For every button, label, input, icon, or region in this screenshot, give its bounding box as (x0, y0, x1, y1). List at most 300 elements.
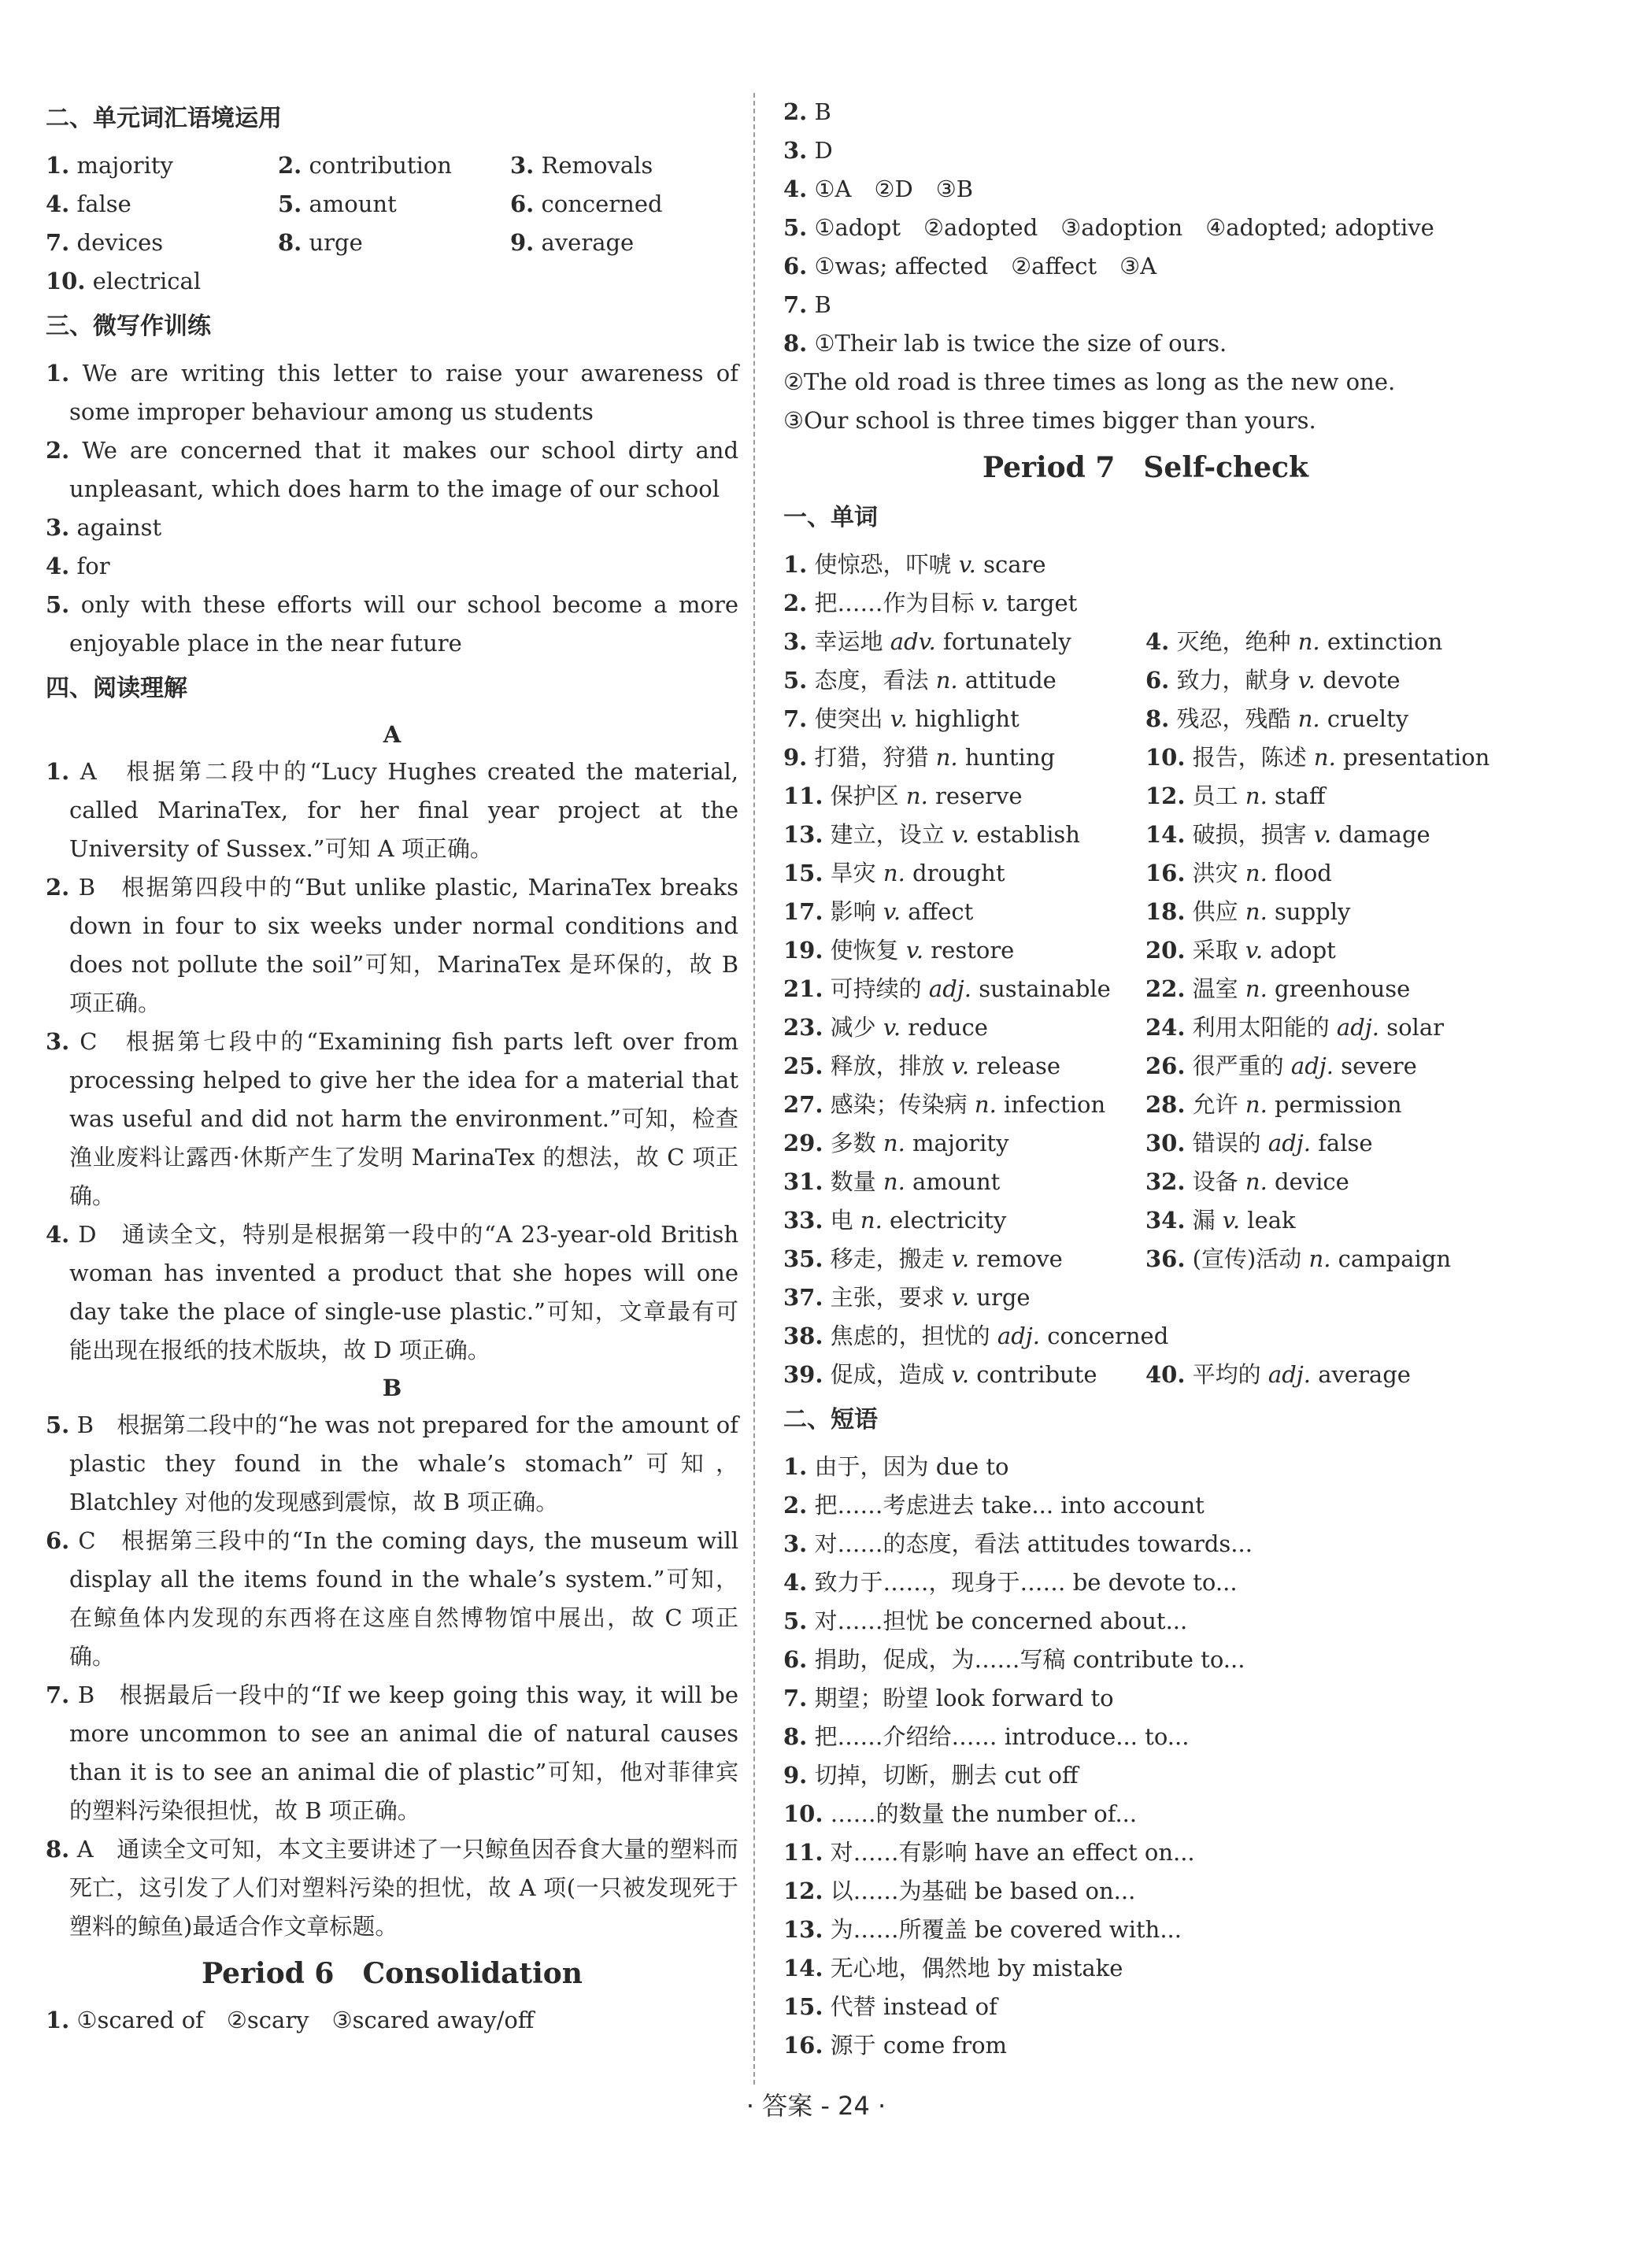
item-number: 1. (46, 758, 70, 785)
word-item (1145, 1047, 1508, 1086)
phrase-english: be concerned about... (935, 1608, 1188, 1634)
word-english: infection (1004, 1091, 1106, 1118)
item-number: 12. (783, 1878, 823, 1904)
vocab-answer (46, 146, 278, 185)
word-pos: n. (1313, 744, 1336, 771)
word-pos: n. (1308, 1245, 1331, 1272)
word-chinese: 态度，看法 (814, 667, 929, 694)
word-chinese: 报告，陈述 (1192, 744, 1307, 771)
item-number: 15. (783, 1993, 823, 2020)
item-number: 5. (783, 1608, 808, 1634)
phrase-chinese: 以……为基础 (830, 1878, 968, 1904)
word-english: sustainable (979, 975, 1111, 1002)
word-pos: n. (974, 1091, 997, 1118)
vocab-answer (46, 224, 278, 262)
answer-item (46, 868, 738, 1023)
answer-item (46, 1406, 738, 1522)
word-english: restore (931, 937, 1015, 964)
item-number: 16. (1145, 860, 1186, 886)
item-number: 8. (278, 229, 302, 256)
word-chinese: 温室 (1192, 975, 1238, 1002)
item-text: B (814, 98, 831, 125)
item-text: average (541, 229, 635, 256)
word-item (783, 1163, 1145, 1201)
word-chinese: 很严重的 (1192, 1053, 1284, 1079)
word-item (1145, 700, 1508, 738)
word-chinese: 平均的 (1192, 1361, 1261, 1388)
vocab-answer (510, 185, 738, 224)
item-text: C 根据第三段中的“In the coming days, the museum will display all the items found in the whale’s system.”可知，在鲸鱼体内发现的东西将在这座自然博物馆中展出，故 C 项正确。 (69, 1527, 738, 1670)
word-item (783, 1086, 1145, 1124)
word-chinese: 洪灾 (1192, 860, 1238, 886)
item-text: ①scared of ②scary ③scared away/off (76, 2007, 535, 2033)
item-number: 1. (46, 360, 70, 387)
item-number: 3. (46, 1028, 70, 1055)
word-chinese: 释放，排放 (830, 1053, 945, 1079)
vocab-grid (46, 146, 738, 301)
word-english: fortunately (942, 628, 1071, 655)
word-pos: v. (981, 590, 999, 616)
item-number: 37. (783, 1284, 823, 1311)
word-chinese: 多数 (830, 1130, 876, 1156)
word-pos: v. (951, 1245, 970, 1272)
answer-item (46, 1023, 738, 1215)
item-number: 2. (783, 98, 808, 125)
item-number: 3. (510, 152, 535, 179)
word-item (783, 661, 1145, 700)
word-chinese: (宣传)活动 (1192, 1245, 1302, 1272)
item-number: 30. (1145, 1130, 1186, 1156)
item-number: 5. (46, 1411, 70, 1438)
word-chinese: 幸运地 (814, 628, 883, 655)
word-english: target (1006, 590, 1078, 616)
phrase-item (783, 1679, 1508, 1718)
word-pos: v. (1297, 667, 1316, 694)
item-number: 32. (1145, 1168, 1186, 1195)
item-number: 2. (783, 590, 808, 616)
word-chinese: 灭绝，绝种 (1176, 628, 1291, 655)
word-chinese: 设备 (1192, 1168, 1238, 1195)
word-pos: n. (883, 1168, 905, 1195)
word-english: device (1275, 1168, 1349, 1195)
word-chinese: 旱灾 (830, 860, 876, 886)
answer-item (46, 1215, 738, 1370)
word-english: affect (908, 898, 974, 925)
item-number: 3. (783, 137, 808, 164)
vocab-answer (46, 185, 278, 224)
section-title-writing: 三、微写作训练 (46, 313, 211, 340)
word-english: electricity (890, 1207, 1007, 1234)
phrase-chinese: 捐助，促成，为……写稿 (814, 1646, 1066, 1673)
answer-item (46, 509, 738, 547)
word-item (1145, 854, 1508, 893)
item-number: 23. (783, 1014, 823, 1041)
word-pos: n. (1245, 898, 1267, 925)
answer-item (783, 286, 1508, 324)
word-pos: v. (958, 551, 976, 578)
word-item (1145, 777, 1508, 816)
word-item (783, 700, 1145, 738)
phrase-english: contribute to... (1072, 1646, 1245, 1673)
word-pos: v. (1245, 937, 1264, 964)
item-number: 29. (783, 1130, 823, 1156)
answer-item (46, 1830, 738, 1946)
item-number: 19. (783, 937, 823, 964)
word-item (783, 738, 1145, 777)
item-number: 1. (783, 1453, 808, 1480)
phrase-item (783, 1602, 1508, 1641)
word-chinese: 减少 (830, 1014, 876, 1041)
item-text: B 根据第二段中的“he was not prepared for the amount of plastic they found in the whale’s stomach”可知，Blatchley 对他的发现感到震惊，故 B 项正确。 (69, 1411, 738, 1515)
words-grid (783, 623, 1508, 1278)
phrase-item (783, 1872, 1508, 1911)
word-item (783, 546, 1508, 584)
word-pos: adj. (997, 1323, 1040, 1349)
item-number: 1. (783, 551, 808, 578)
item-number: 4. (783, 1569, 808, 1596)
word-pos: n. (935, 667, 958, 694)
word-chinese: 错误的 (1192, 1130, 1261, 1156)
phrase-chinese: 无心地，偶然地 (830, 1955, 990, 1981)
word-item (1145, 970, 1508, 1008)
words-single-2 (783, 1278, 1508, 1356)
item-number: 14. (783, 1955, 823, 1981)
phrase-chinese: ……的数量 (830, 1800, 945, 1827)
item-number: 3. (783, 628, 808, 655)
item-text: A 根据第二段中的“Lucy Hughes created the material, called MarinaTex, for her final year project at the University of Sussex.”可知 A 项正确。 (69, 758, 738, 862)
answer-item (783, 247, 1508, 286)
item-number: 20. (1145, 937, 1186, 964)
item-number: 1. (46, 152, 70, 179)
answer-item (783, 324, 1508, 363)
item-number: 13. (783, 1916, 823, 1943)
word-chinese: 使惊恐，吓唬 (814, 551, 952, 578)
phrase-chinese: 由于，因为 (814, 1453, 929, 1480)
word-pos: n. (1245, 1091, 1267, 1118)
word-english: leak (1247, 1207, 1296, 1234)
item-number: 8. (783, 1723, 808, 1750)
answer-item (46, 354, 738, 431)
item-number: 39. (783, 1361, 823, 1388)
word-pos: n. (1245, 975, 1267, 1002)
item-number: 36. (1145, 1245, 1186, 1272)
word-pos: adj. (1267, 1130, 1311, 1156)
section-title-vocab: 二、单元词汇语境运用 (46, 105, 282, 132)
word-english: average (1318, 1361, 1411, 1388)
item-text: D 通读全文，特别是根据第一段中的“A 23-year-old British woman has invented a product that she hopes will one day take the place of single-use plastic.”可知，文章最有可能出现在报纸的技术版块，故 D 项正确。 (69, 1221, 739, 1363)
word-chinese: 供应 (1192, 898, 1238, 925)
item-number: 10. (783, 1800, 823, 1827)
answer-item (783, 131, 1508, 170)
phrase-english: introduce... to... (1004, 1723, 1190, 1750)
passage-a-answers (46, 753, 738, 1370)
word-pos: n. (905, 783, 928, 809)
phrase-english: the number of... (951, 1800, 1138, 1827)
word-item (783, 854, 1145, 893)
item-number: 13. (783, 821, 823, 848)
phrase-item (783, 1641, 1508, 1679)
item-text: devices (76, 229, 164, 256)
phrase-item (783, 1795, 1508, 1833)
word-chinese: 促成，造成 (830, 1361, 945, 1388)
word-chinese: 致力，献身 (1176, 667, 1291, 694)
phrase-chinese: 把……考虑进去 (814, 1492, 975, 1519)
word-pos: adj. (928, 975, 971, 1002)
word-pos: v. (951, 1053, 970, 1079)
word-english: staff (1275, 783, 1326, 809)
word-pos: adj. (1336, 1014, 1379, 1041)
phrase-english: attitudes towards... (1027, 1530, 1253, 1557)
phrase-chinese: 把……介绍给…… (814, 1723, 997, 1750)
item-number: 24. (1145, 1014, 1186, 1041)
item-number: 7. (783, 705, 808, 732)
word-chinese: 保护区 (830, 783, 899, 809)
answer-item (46, 1676, 738, 1830)
item-number: 8. (46, 1836, 70, 1863)
word-english: extinction (1327, 628, 1443, 655)
phrase-chinese: 对……的态度，看法 (814, 1530, 1020, 1557)
word-item (1145, 1124, 1508, 1163)
word-item (783, 1124, 1145, 1163)
phrase-chinese: 期望；盼望 (814, 1685, 929, 1711)
answer-item (783, 209, 1508, 247)
item-number: 10. (46, 268, 86, 294)
item-text: contribution (309, 152, 452, 179)
phrase-chinese: 对……有影响 (830, 1839, 968, 1866)
word-item (783, 816, 1145, 854)
item-text: B (814, 291, 831, 318)
word-item (1145, 1356, 1508, 1394)
vocab-answer (510, 224, 738, 262)
item-number: 8. (783, 330, 808, 357)
item-number: 4. (783, 176, 808, 202)
word-chinese: 感染；传染病 (830, 1091, 968, 1118)
word-pos: n. (1245, 860, 1267, 886)
item-number: 2. (46, 874, 70, 901)
word-pos: n. (883, 860, 905, 886)
phrase-item (783, 1988, 1508, 2026)
words-single (783, 546, 1508, 623)
word-pos: n. (1297, 705, 1320, 732)
word-english: campaign (1338, 1245, 1452, 1272)
word-english: permission (1275, 1091, 1402, 1118)
item-number: 11. (783, 783, 823, 809)
section-title-words: 一、单词 (783, 504, 878, 531)
phrase-item (783, 1718, 1508, 1756)
word-pos: v. (1222, 1207, 1241, 1234)
word-item (783, 1317, 1508, 1356)
item-number: 9. (783, 744, 808, 771)
word-english: establish (976, 821, 1080, 848)
word-pos: v. (951, 1284, 970, 1311)
word-pos: v. (1313, 821, 1332, 848)
item-text: against (76, 514, 162, 541)
word-pos: adj. (1290, 1053, 1334, 1079)
item-text: only with these efforts will our school become a more enjoyable place in the near future (69, 591, 738, 657)
word-english: highlight (915, 705, 1020, 732)
phrase-chinese: 源于 (830, 2032, 876, 2059)
word-english: greenhouse (1275, 975, 1411, 1002)
answer-item (46, 753, 738, 868)
item-number: 2. (46, 437, 70, 464)
word-chinese: 把……作为目标 (814, 590, 975, 616)
section-title-phrases: 二、短语 (783, 1406, 878, 1434)
word-english: cruelty (1327, 705, 1409, 732)
period-6-item-8-more (783, 363, 1508, 440)
phrase-english: due to (935, 1453, 1009, 1480)
phrase-item (783, 1448, 1508, 1486)
answer-item (46, 586, 738, 663)
word-english: scare (983, 551, 1046, 578)
vocab-answer (510, 146, 738, 185)
word-english: reserve (935, 783, 1023, 809)
column-divider (753, 93, 755, 2085)
word-chinese: 破损，损害 (1192, 821, 1307, 848)
item-text: B 根据第四段中的“But unlike plastic, MarinaTex breaks down in four to six weeks under normal conditions and does not pollute the soil”可知，MarinaTex 是环保的，故 B 项正确。 (69, 874, 738, 1016)
word-english: damage (1338, 821, 1430, 848)
word-item (783, 1278, 1508, 1317)
phrase-item (783, 1525, 1508, 1563)
word-chinese: 焦虑的，担忧的 (830, 1323, 990, 1349)
vocab-answer (278, 224, 510, 262)
word-english: supply (1275, 898, 1351, 925)
word-item (1145, 623, 1508, 661)
word-english: remove (976, 1245, 1063, 1272)
word-chinese: 电 (830, 1207, 853, 1234)
item-text: majority (76, 152, 173, 179)
item-number: 7. (783, 1685, 808, 1711)
word-pos: n. (935, 744, 958, 771)
vocab-answer (46, 262, 278, 301)
item-number: 4. (1145, 628, 1170, 655)
word-english: reduce (908, 1014, 988, 1041)
word-english: devote (1323, 667, 1401, 694)
item-number: 5. (46, 591, 70, 618)
word-item (783, 893, 1145, 931)
item-number: 5. (783, 667, 808, 694)
vocab-answer (278, 146, 510, 185)
item-number: 35. (783, 1245, 823, 1272)
word-chinese: 移走，搬走 (830, 1245, 945, 1272)
right-column (783, 93, 1508, 2065)
answer-item (783, 170, 1508, 209)
word-pos: n. (1297, 628, 1320, 655)
word-item (783, 623, 1145, 661)
answer-subitem: ③Our school is three times bigger than yours. (783, 407, 1316, 434)
item-number: 10. (1145, 744, 1186, 771)
item-number: 8. (1145, 705, 1170, 732)
answer-subitem: ②The old road is three times as long as the new one. (783, 368, 1396, 395)
answer-item (46, 1522, 738, 1676)
word-item (1145, 1008, 1508, 1047)
item-number: 6. (783, 253, 808, 279)
word-item (1145, 1201, 1508, 1240)
item-number: 7. (46, 229, 70, 256)
phrase-english: be based on... (974, 1878, 1136, 1904)
left-column (46, 93, 738, 2040)
item-number: 11. (783, 1839, 823, 1866)
item-text: for (76, 553, 110, 579)
item-number: 4. (46, 191, 70, 217)
page-number: · 答案 - 24 · (746, 2091, 886, 2121)
item-number: 2. (278, 152, 302, 179)
phrase-item (783, 1756, 1508, 1795)
item-number: 40. (1145, 1361, 1186, 1388)
item-text: urge (309, 229, 363, 256)
item-number: 28. (1145, 1091, 1186, 1118)
item-text: ①was; affected ②affect ③A (814, 253, 1157, 279)
word-item (1145, 893, 1508, 931)
item-number: 7. (783, 291, 808, 318)
word-english: hunting (964, 744, 1056, 771)
word-pos: n. (1245, 1168, 1267, 1195)
item-number: 33. (783, 1207, 823, 1234)
word-item (783, 1356, 1145, 1394)
word-english: urge (976, 1284, 1031, 1311)
item-number: 3. (783, 1530, 808, 1557)
word-english: attitude (964, 667, 1057, 694)
item-number: 22. (1145, 975, 1186, 1002)
word-pos: n. (883, 1130, 905, 1156)
phrase-chinese: 致力于……，现身于…… (814, 1569, 1066, 1596)
word-chinese: 员工 (1192, 783, 1238, 809)
word-english: false (1318, 1130, 1373, 1156)
phrase-english: cut off (1004, 1762, 1079, 1789)
word-chinese: 采取 (1192, 937, 1238, 964)
item-text: B 根据最后一段中的“If we keep going this way, it will be more uncommon to see an animal die of natural causes than it is to see an animal die of plastic”可知，他对菲律宾的塑料污染很担忧，故 B 项正确。 (69, 1682, 738, 1824)
answer-item (46, 431, 738, 509)
answer-item (46, 547, 738, 586)
phrase-item (783, 1949, 1508, 1988)
phrases-list (783, 1448, 1508, 2065)
word-item (1145, 816, 1508, 854)
word-english: adopt (1270, 937, 1336, 964)
item-number: 16. (783, 2032, 823, 2059)
word-english: solar (1386, 1014, 1444, 1041)
item-number: 6. (1145, 667, 1170, 694)
item-text: ①A ②D ③B (814, 176, 973, 202)
word-pos: v. (890, 705, 908, 732)
word-english: flood (1275, 860, 1332, 886)
item-text: We are writing this letter to raise your awareness of some improper behaviour among us students (69, 360, 739, 425)
word-pos: v. (883, 1014, 901, 1041)
word-pos: v. (951, 1361, 970, 1388)
item-text: D (814, 137, 833, 164)
item-number: 18. (1145, 898, 1186, 925)
word-item (1145, 1163, 1508, 1201)
word-english: release (976, 1053, 1061, 1079)
writing-list (46, 354, 738, 663)
item-text: ①adopt ②adopted ③adoption ④adopted; adoptive (814, 214, 1434, 241)
words-grid-2 (783, 1356, 1508, 1394)
period-6-title: Period 6 Consolidation (202, 1957, 583, 1990)
word-pos: n. (860, 1207, 883, 1234)
word-item (783, 1240, 1145, 1278)
word-chinese: 数量 (830, 1168, 876, 1195)
item-number: 25. (783, 1053, 823, 1079)
word-pos: v. (905, 937, 924, 964)
word-chinese: 可持续的 (830, 975, 922, 1002)
word-item (783, 1201, 1145, 1240)
period-6-item-1 (46, 2001, 738, 2040)
word-item (783, 584, 1508, 623)
word-pos: n. (1245, 783, 1267, 809)
word-chinese: 建立，设立 (830, 821, 945, 848)
word-item (1145, 931, 1508, 970)
word-item (783, 1008, 1145, 1047)
phrase-english: take... into account (981, 1492, 1205, 1519)
phrase-english: come from (883, 2032, 1008, 2059)
